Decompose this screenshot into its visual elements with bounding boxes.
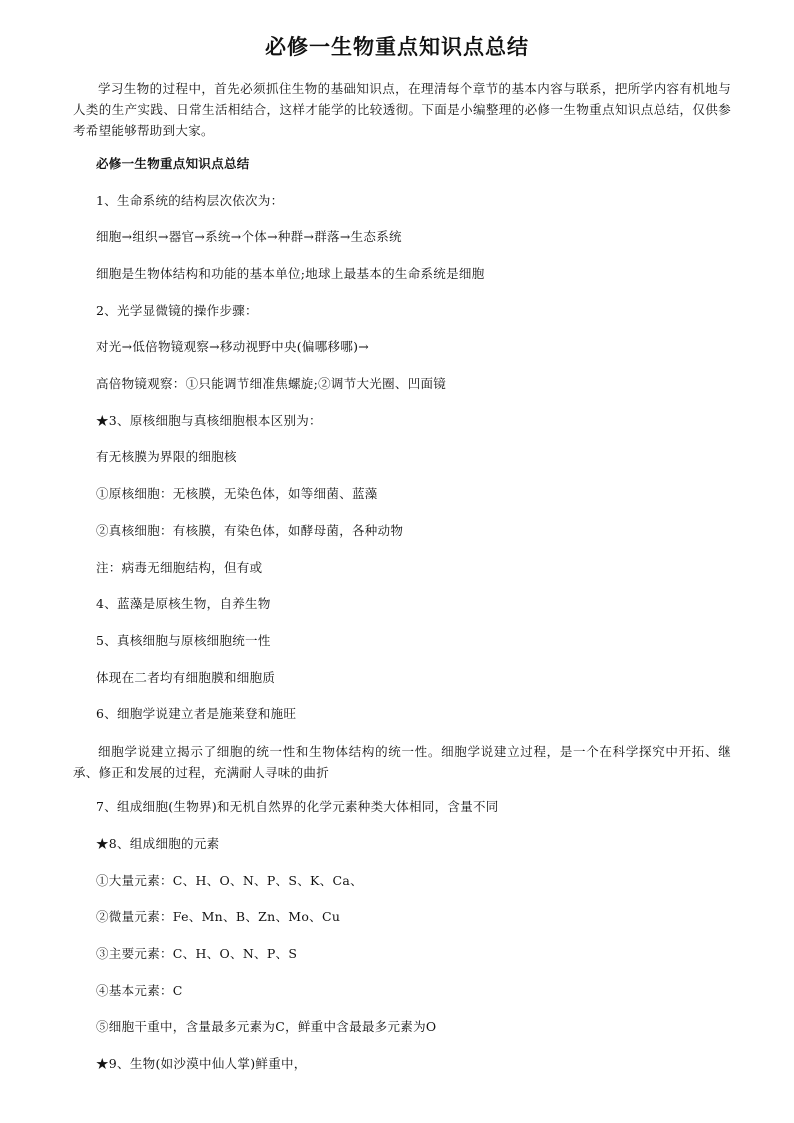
intro-paragraph: 学习生物的过程中，首先必须抓住生物的基础知识点，在理清每个章节的基本内容与联系，把所学内容有机地与人类的生产实践、日常生活相结合，这样才能学的比较透彻。下面是小编整理的必修一生物重点知识点总结，仅供参考希望能够帮助到大家。 xyxy=(73,81,731,138)
text-line: 注：病毒无细胞结构，但有或 xyxy=(96,560,263,575)
section-heading: 必修一生物重点知识点总结 xyxy=(96,156,250,171)
text-line: ③主要元素：C、H、O、N、P、S xyxy=(96,946,298,961)
text-line: 细胞是生物体结构和功能的基本单位;地球上最基本的生命系统是细胞 xyxy=(96,266,485,281)
text-line: 对光→低倍物镜观察→移动视野中央(偏哪移哪)→ xyxy=(96,339,370,354)
text-line: ②微量元素：Fe、Mn、B、Zn、Mo、Cu xyxy=(96,909,341,924)
text-line: 4、蓝藻是原核生物，自养生物 xyxy=(96,596,271,611)
text-line: 5、真核细胞与原核细胞统一性 xyxy=(96,633,271,648)
text-line: 细胞→组织→器官→系统→个体→种群→群落→生态系统 xyxy=(96,229,402,244)
text-line: ★9、生物(如沙漠中仙人掌)鲜重中， xyxy=(96,1056,307,1071)
text-line: ★3、原核细胞与真核细胞根本区别为： xyxy=(96,413,322,428)
text-line: ②真核细胞：有核膜，有染色体，如酵母菌，各种动物 xyxy=(96,523,404,538)
text-line: 高倍物镜观察：①只能调节细准焦螺旋;②调节大光圈、凹面镜 xyxy=(96,376,447,391)
text-line: ①大量元素：C、H、O、N、P、S、K、Ca、 xyxy=(96,873,363,888)
text-line: 体现在二者均有细胞膜和细胞质 xyxy=(96,670,276,685)
text-line: ④基本元素：C xyxy=(96,983,183,998)
text-line: 6、细胞学说建立者是施莱登和施旺 xyxy=(96,706,297,721)
text-line: 7、组成细胞(生物界)和无机自然界的化学元素种类大体相同，含量不同 xyxy=(96,799,499,814)
text-line: 有无核膜为界限的细胞核 xyxy=(96,449,237,464)
text-paragraph: 细胞学说建立揭示了细胞的统一性和生物体结构的统一性。细胞学说建立过程，是一个在科学探究中开拓、继承、修正和发展的过程，充满耐人寻味的曲折 xyxy=(73,744,731,780)
page-title: 必修一生物重点知识点总结 xyxy=(265,35,529,59)
text-line: 1、生命系统的结构层次依次为： xyxy=(96,193,284,208)
text-line: ★8、组成细胞的元素 xyxy=(96,836,220,851)
text-line: ①原核细胞：无核膜，无染色体，如等细菌、蓝藻 xyxy=(96,486,378,501)
text-line: 2、光学显微镜的操作步骤： xyxy=(96,303,258,318)
text-line: ⑤细胞干重中，含量最多元素为C，鲜重中含最最多元素为O xyxy=(96,1019,437,1034)
